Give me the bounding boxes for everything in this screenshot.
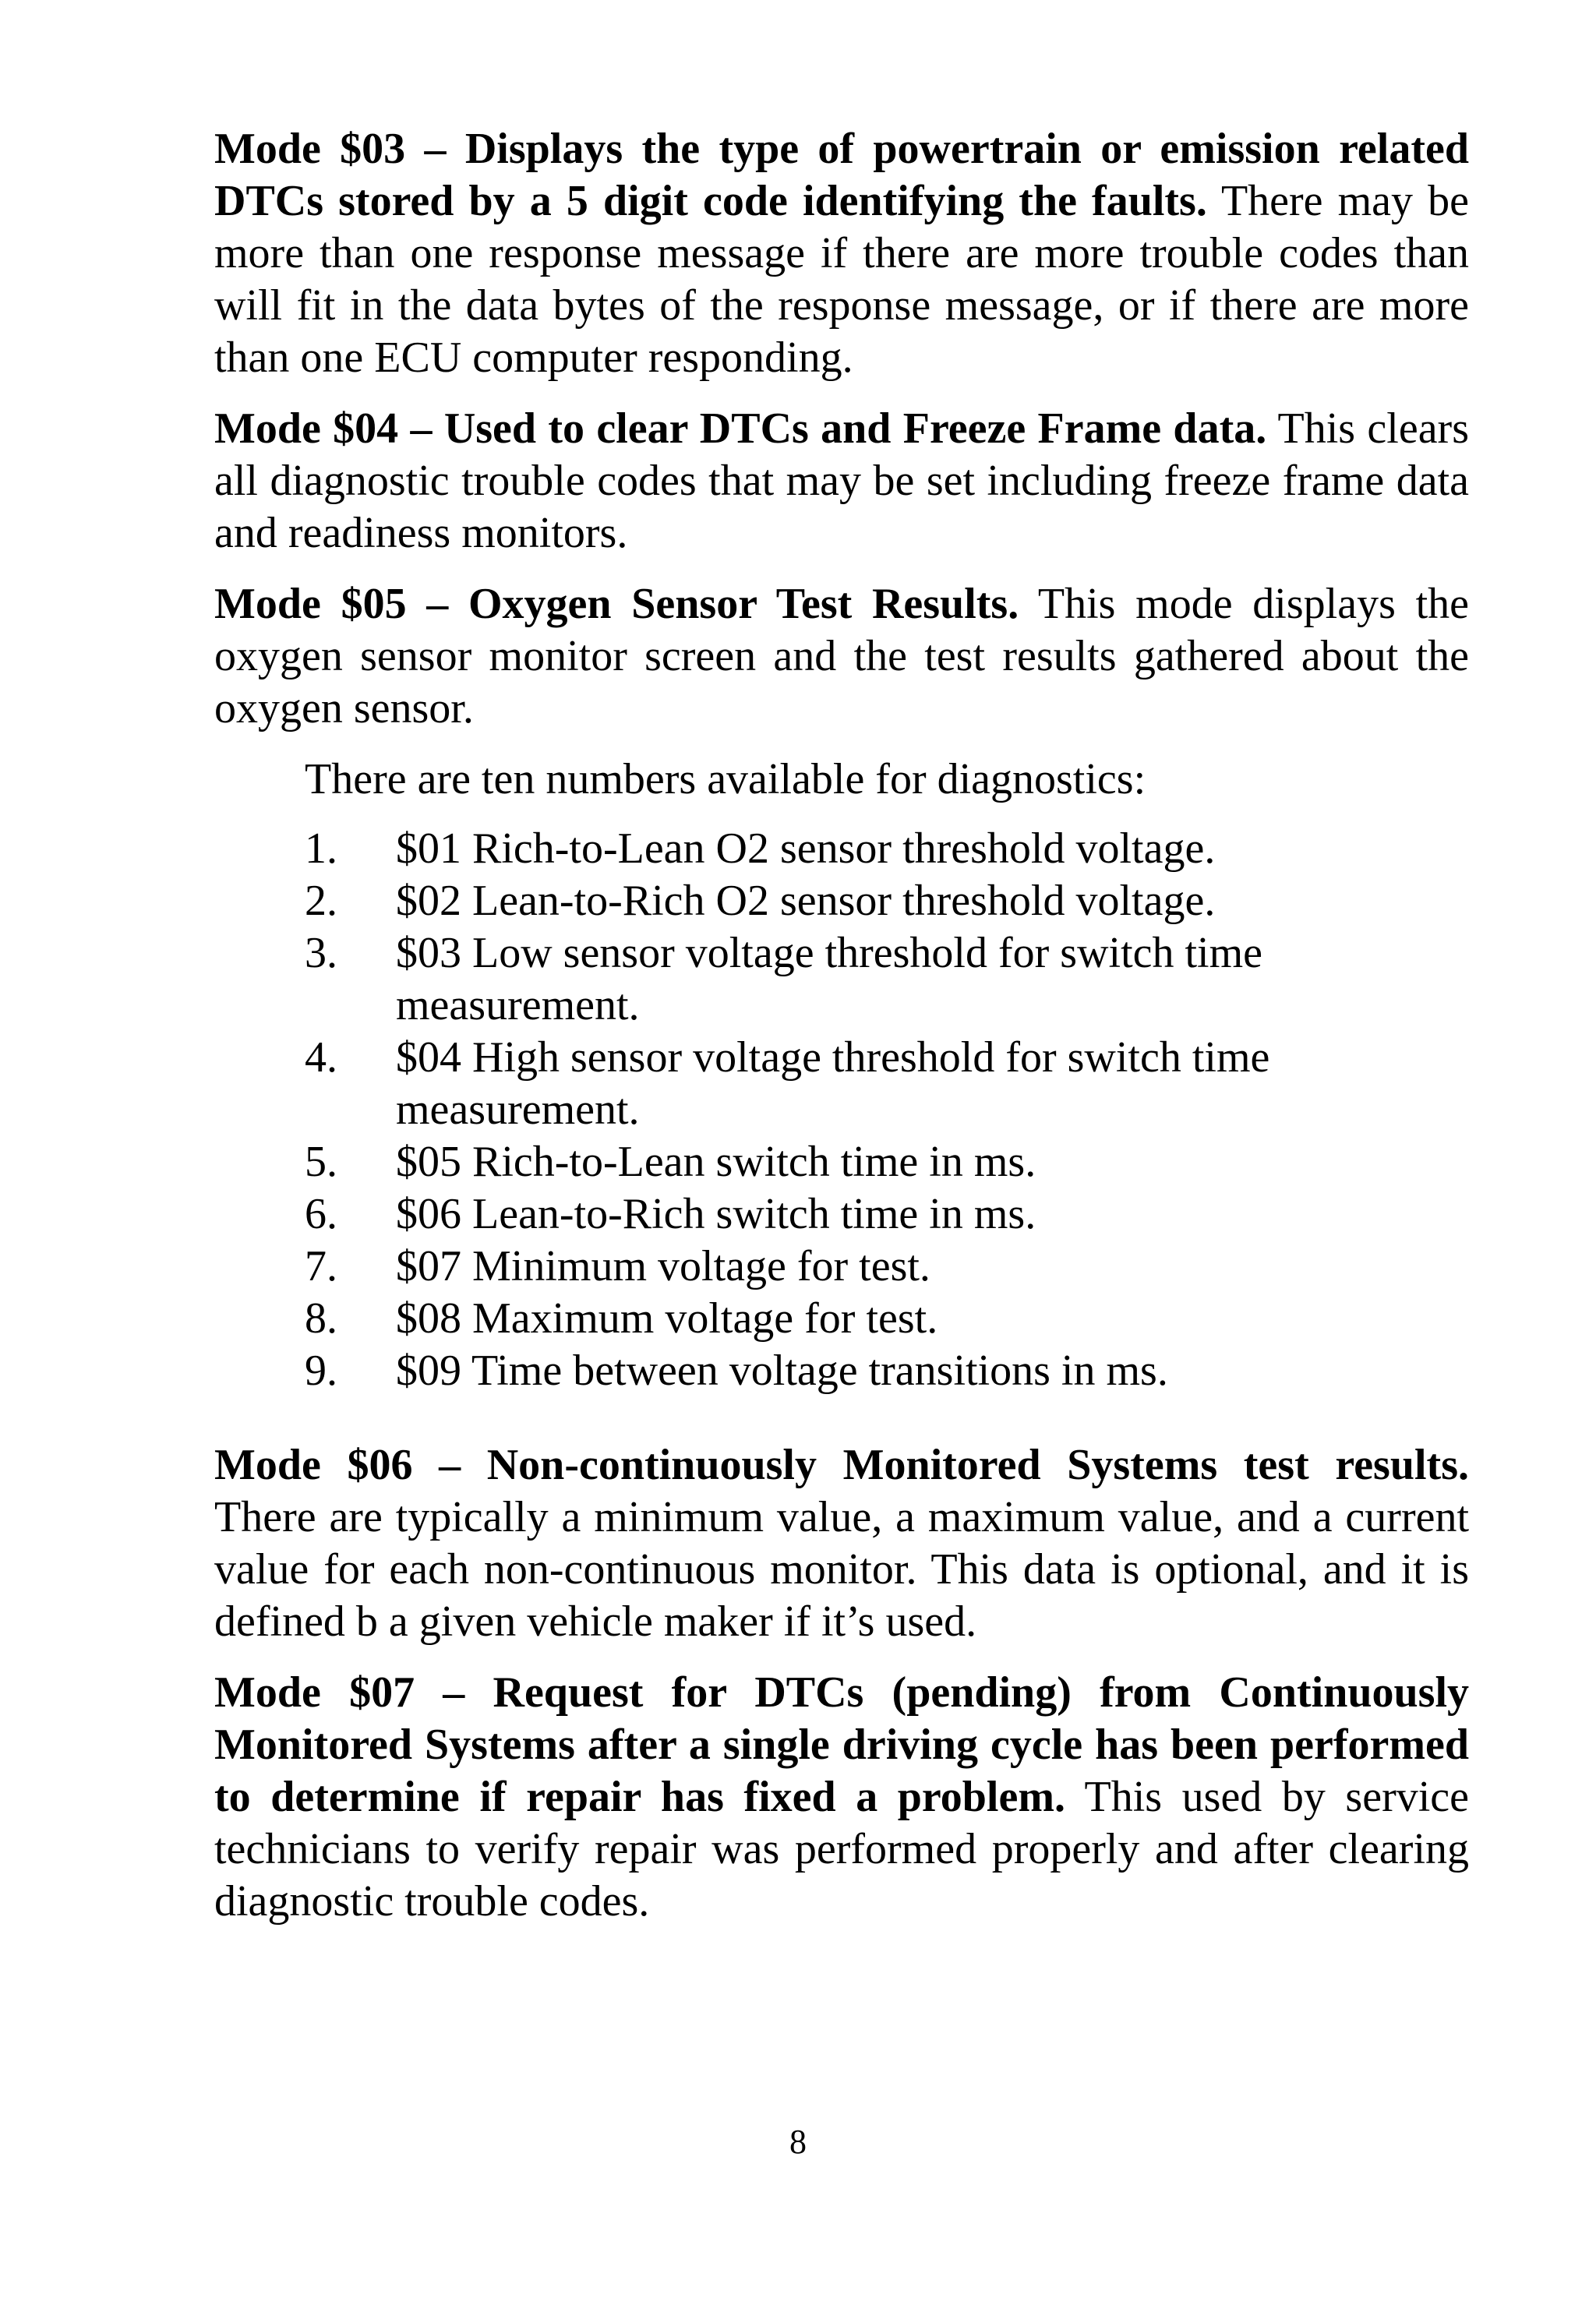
list-item xyxy=(214,1345,1469,1397)
page-content xyxy=(214,123,1469,1928)
list-item-number: 4. xyxy=(305,1033,337,1082)
list-item-number: 6. xyxy=(305,1190,337,1238)
list-item xyxy=(214,875,1469,927)
diagnostic-number-list xyxy=(214,823,1469,1397)
mode-04-text: This clears all diagnostic trouble codes that may be set including freeze frame data and readiness monitors. xyxy=(214,404,1469,557)
list-intro: There are ten numbers available for diagnostics: xyxy=(305,755,1146,803)
list-item xyxy=(214,1136,1469,1188)
mode-07-paragraph xyxy=(214,1667,1469,1928)
list-item-text: $04 High sensor voltage threshold for switch time measurement. xyxy=(396,1033,1270,1134)
list-item-number: 9. xyxy=(305,1347,337,1395)
page-number: 8 xyxy=(789,2123,807,2161)
mode-06-text: There are typically a minimum value, a maximum value, and a current value for each non-continuous monitor. This data is optional, and it is defined b a given vehicle maker if it’s used. xyxy=(214,1493,1469,1646)
mode-03-heading: Mode $03 – Displays the type of powertrain or emission related DTCs stored by a 5 digit code identifying the faults. xyxy=(214,125,1469,225)
mode-05-text: This mode displays the oxygen sensor monitor screen and the test results gathered about the oxygen sensor. xyxy=(214,580,1469,732)
list-item xyxy=(214,823,1469,875)
list-item-number: 5. xyxy=(305,1138,337,1186)
list-item-number: 8. xyxy=(305,1294,337,1343)
list-item-number: 7. xyxy=(305,1242,337,1290)
list-item-text: $06 Lean-to-Rich switch time in ms. xyxy=(396,1190,1036,1238)
mode-03-paragraph xyxy=(214,123,1469,384)
list-item-text: $08 Maximum voltage for test. xyxy=(396,1294,938,1343)
mode-04-heading: Mode $04 – Used to clear DTCs and Freeze Frame data. xyxy=(214,404,1267,453)
list-item-number: 2. xyxy=(305,877,337,925)
list-item xyxy=(214,1293,1469,1345)
list-item-text: $01 Rich-to-Lean O2 sensor threshold voltage. xyxy=(396,824,1216,873)
list-item xyxy=(214,1032,1469,1136)
list-item-text: $02 Lean-to-Rich O2 sensor threshold voltage. xyxy=(396,877,1216,925)
mode-06-heading: Mode $06 – Non-continuously Monitored Systems test results. xyxy=(214,1441,1469,1489)
mode-05-paragraph xyxy=(214,578,1469,735)
mode-05-heading: Mode $05 – Oxygen Sensor Test Results. xyxy=(214,580,1019,628)
list-item-text: $05 Rich-to-Lean switch time in ms. xyxy=(396,1138,1036,1186)
mode-03-text: There may be more than one response message if there are more trouble codes than will fit in the data bytes of the response message, or if there are more than one ECU computer responding. xyxy=(214,177,1469,382)
list-item-number: 1. xyxy=(305,824,337,873)
list-item xyxy=(214,927,1469,1032)
list-item xyxy=(214,1241,1469,1293)
list-item-text: $09 Time between voltage transitions in ms. xyxy=(396,1347,1168,1395)
list-item xyxy=(214,1188,1469,1241)
mode-07-text: This used by service technicians to verify repair was performed properly and after clearing diagnostic trouble codes. xyxy=(214,1773,1469,1926)
list-item-text: $07 Minimum voltage for test. xyxy=(396,1242,930,1290)
mode-07-heading: Mode $07 – Request for DTCs (pending) from Continuously Monitored Systems after a single driving cycle has been performed to determine if repair has fixed a problem. xyxy=(214,1668,1469,1821)
mode-04-paragraph xyxy=(214,403,1469,559)
mode-06-paragraph xyxy=(214,1439,1469,1648)
list-item-text: $03 Low sensor voltage threshold for switch time measurement. xyxy=(396,929,1263,1029)
list-item-number: 3. xyxy=(305,929,337,977)
